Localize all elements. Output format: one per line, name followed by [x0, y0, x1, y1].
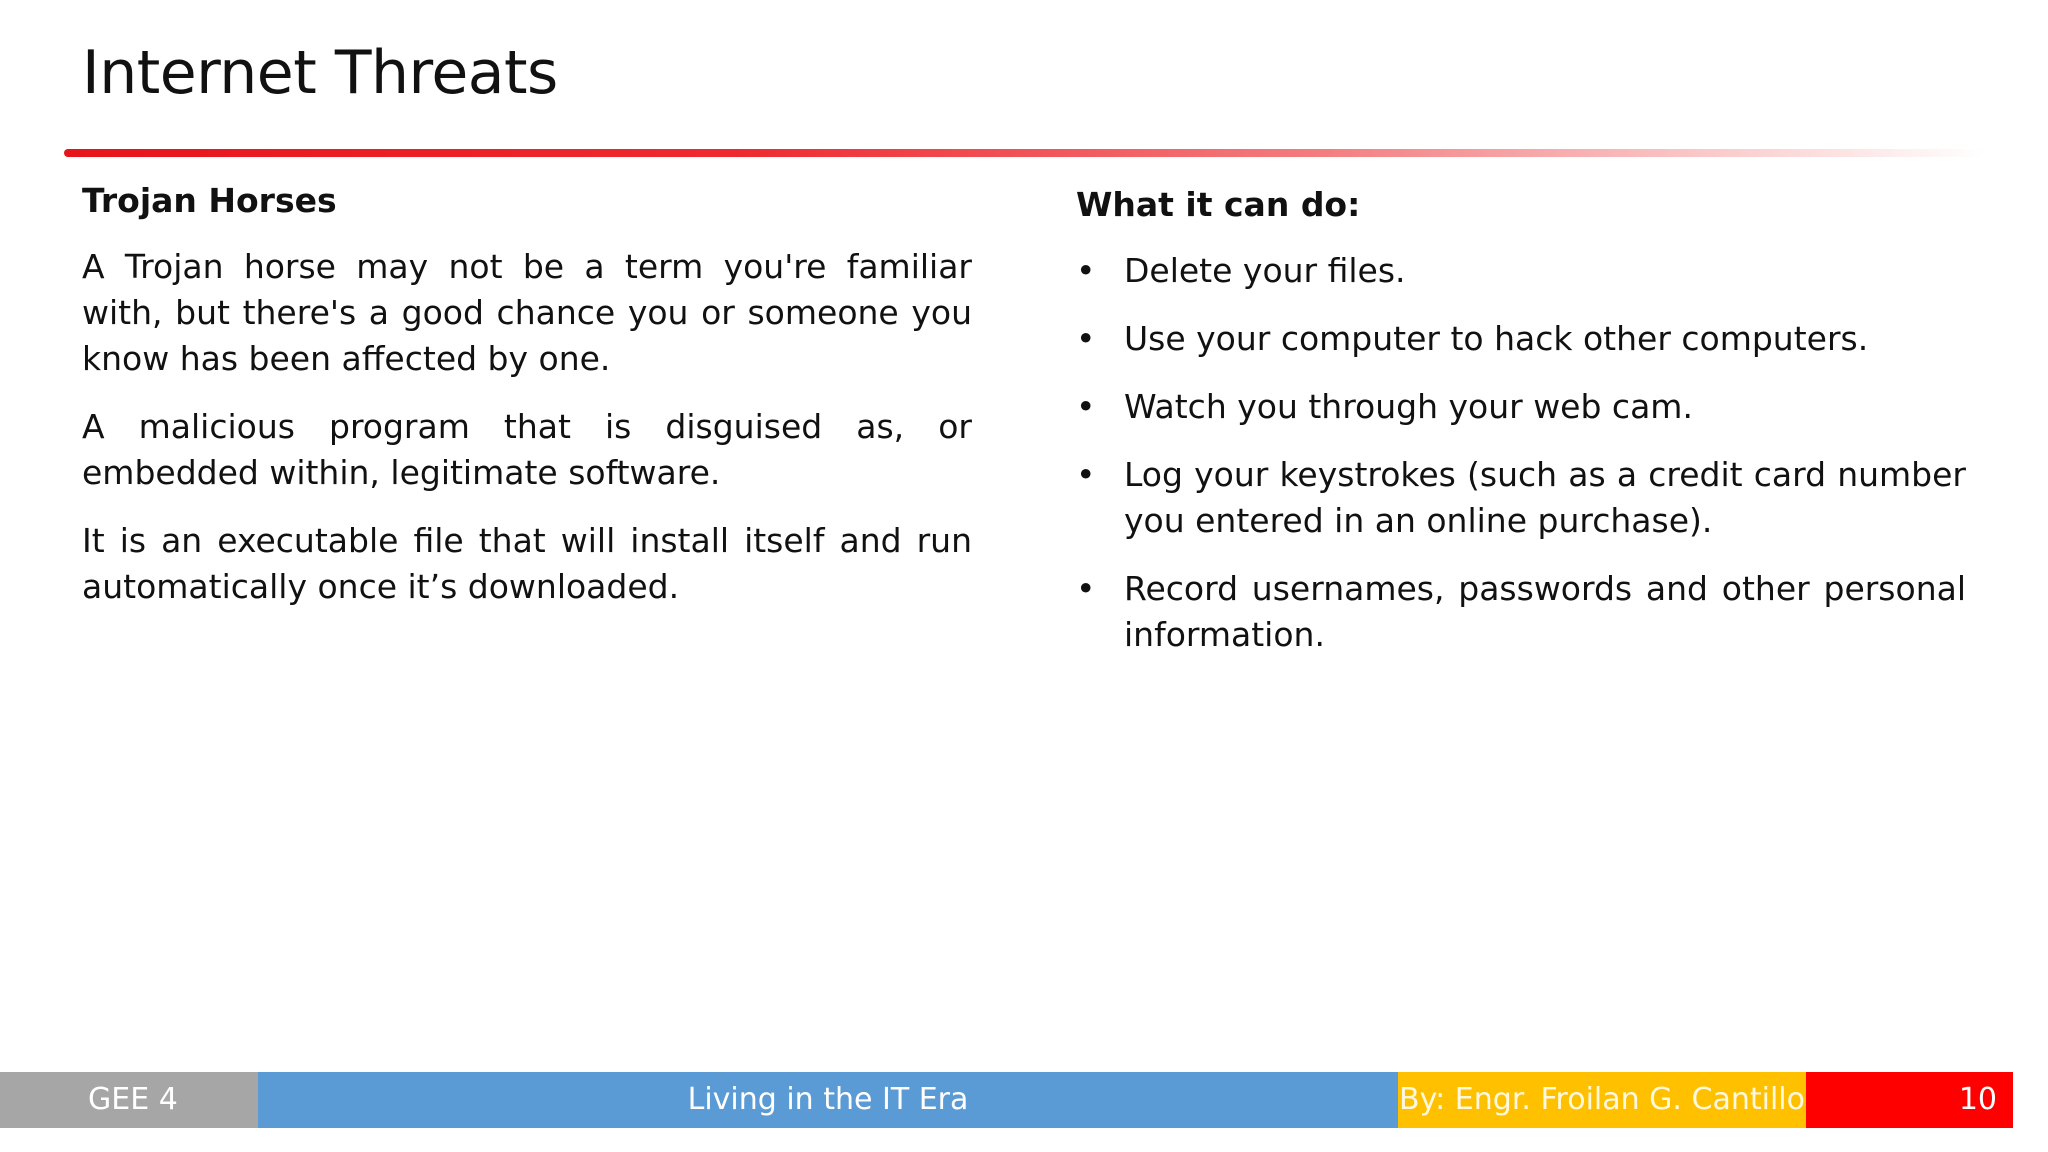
bullet-text: Record usernames, passwords and other personal information. [1124, 569, 1966, 654]
bullet-text: Delete your files. [1124, 251, 1406, 290]
bullet-text: Log your keystrokes (such as a credit card number you entered in an online purchase). [1124, 455, 1966, 540]
paragraph-3: It is an executable file that will install itself and run automatically once it’s downloaded. [82, 521, 972, 606]
left-column [82, 178, 972, 632]
bullet-dot-icon: • [1076, 569, 1096, 608]
right-column [1076, 178, 1966, 680]
bullet-item [1076, 384, 1966, 430]
bullet-dot-icon: • [1076, 319, 1096, 358]
right-heading: What it can do: [1076, 185, 1361, 224]
footer-subject: Living in the IT Era [258, 1072, 1398, 1128]
footer-page-number: 10 [1806, 1072, 2013, 1128]
bullet-item [1076, 248, 1966, 294]
footer-course: GEE 4 [0, 1072, 258, 1128]
bullet-dot-icon: • [1076, 455, 1096, 494]
bullet-text: Watch you through your web cam. [1124, 387, 1693, 426]
footer-bar [0, 1072, 2013, 1128]
paragraph-2: A malicious program that is disguised as, or embedded within, legitimate software. [82, 407, 972, 492]
paragraph-1: A Trojan horse may not be a term you're familiar with, but there's a good chance you or someone you know has been affected by one. [82, 247, 972, 378]
title-divider [64, 149, 1984, 157]
bullet-text: Use your computer to hack other computers. [1124, 319, 1869, 358]
bullet-dot-icon: • [1076, 387, 1096, 426]
slide-title: Internet Threats [82, 38, 558, 108]
bullet-item [1076, 566, 1966, 658]
left-heading: Trojan Horses [82, 181, 337, 220]
bullet-item [1076, 452, 1966, 544]
bullet-item [1076, 316, 1966, 362]
bullet-dot-icon: • [1076, 251, 1096, 290]
footer-author: By: Engr. Froilan G. Cantillo [1398, 1072, 1806, 1128]
